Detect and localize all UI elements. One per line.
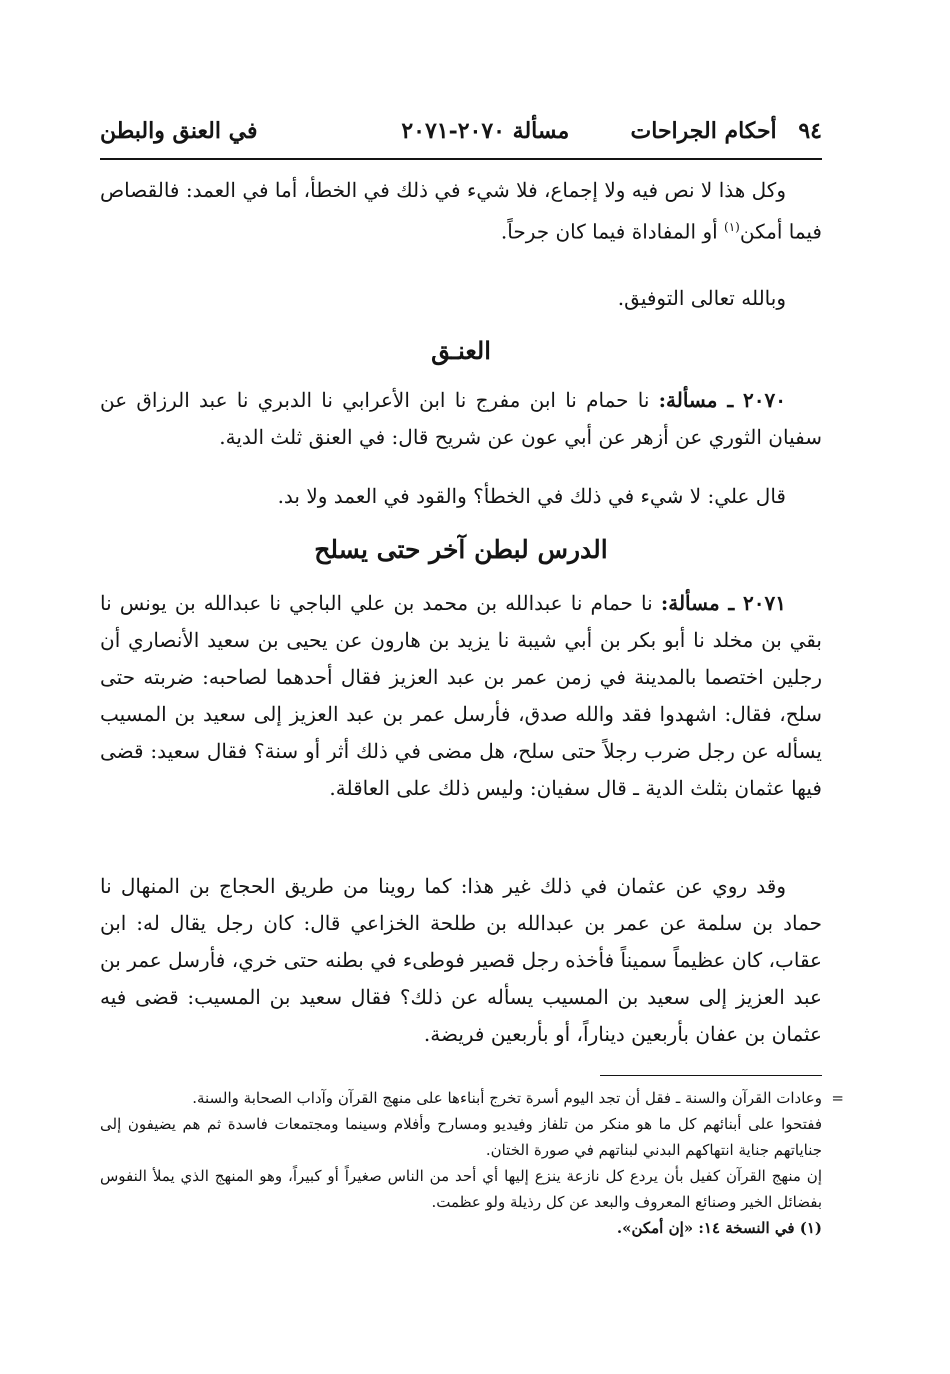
footnote-continued-2: ففتحوا على أبنائهم كل ما هو منكر من تلفاز وفيديو ومسارح وأفلام وسينما ومجتمعات فاسدة ثم هم يضيفون إلى جناياتهم جناية انتهاكهم البدني لبناتهم في صورة الختان. bbox=[100, 1115, 822, 1159]
paragraph-4: قال علي: لا شيء في ذلك في الخطأ؟ والقود في العمد ولا بد. bbox=[277, 484, 786, 508]
paragraph-6: وقد روي عن عثمان في ذلك غير هذا: كما روينا من طريق الحجاج بن المنهال نا حماد بن سلمة عن عمر بن عبدالله بن طلحة الخزاعي قال: كان رجل يقال له: ابن عقاب، كان عظيماً سميناً فأخذه رجل قصير فوطىء في بطنه حتى خري، فأرسل عمر بن عبد العزيز إلى سعيد بن المسيب يسأله عن ذلك؟ فقال سعيد بن المسيب: قضى فيه عثمان بن عفان بأربعين ديناراً، أو بأربعين فريضة. bbox=[100, 874, 822, 1046]
issue-2071-text: نا حمام نا عبدالله بن محمد بن علي الباجي نا عبدالله بن يونس نا بقي بن مخلد نا أبو بكر بن أبي شيبة نا يزيد بن هارون عن يحيى بن سعيد الأنصاري أن رجلين اختصما بالمدينة في زمن عمر بن عبد العزيز فقال أحدهما لصاحبه: ضربته حتى سلح، فقال: اشهدوا فقد والله صدق، فأرسل عمر بن عبد العزيز إلى سعيد بن المسيب يسأله عن رجل ضرب رجلاً حتى سلح، هل مضى في ذلك أثر أو سنة؟ فقال سعيد: قضى فيها عثمان بثلث الدية ـ قال سفيان: وليس ذلك على العاقلة. bbox=[100, 591, 822, 800]
heading-belly: الدرس لبطن آخر حتى يسلح bbox=[314, 535, 608, 564]
paragraph-issue-2070 bbox=[100, 382, 822, 456]
page-number: ٩٤ bbox=[798, 118, 822, 144]
paragraph-1-end: أو المفاداة فيما كان جرحاً. bbox=[500, 219, 725, 244]
footnote-ref-1: (١) bbox=[724, 220, 740, 234]
book-title: أحكام الجراحات bbox=[630, 118, 777, 144]
footnote-continued-1: وعادات القرآن والسنة ـ فقل أن تجد اليوم أسرة تخرج أبناءها على منهج القرآن وآداب الصحابة والسنة. bbox=[192, 1089, 822, 1107]
paragraph-issue-2071 bbox=[100, 585, 822, 807]
continuation-mark: = bbox=[831, 1089, 844, 1107]
issue-2070-text: نا حمام نا ابن مفرج نا ابن الأعرابي نا الدبري نا عبد الرزاق عن سفيان الثوري عن أزهر عن أبي عون عن شريح قال: في العنق ثلث الدية. bbox=[100, 388, 822, 449]
paragraph-2: وبالله تعالى التوفيق. bbox=[617, 286, 786, 310]
heading-neck: العنـق bbox=[431, 336, 491, 365]
issue-2071-lead: ٢٠٧١ ـ مسألة: bbox=[660, 591, 786, 615]
paragraph-1 bbox=[100, 172, 822, 251]
header-right bbox=[401, 118, 822, 144]
footnote-continued-3: إن منهج القرآن كفيل بأن يردع كل نازعة ينزع إليها أي أحد من الناس صغيراً أو كبيراً، وهو المنهج الذي يملأ النفوس بفضائل الخير وصنائع المعروف والبعد عن كل رذيلة ولو عظمت. bbox=[100, 1167, 822, 1211]
footnotes bbox=[100, 1085, 844, 1241]
issue-number: مسألة ٢٠٧٠-٢٠٧١ bbox=[401, 118, 570, 144]
footnote-1: (١) في النسخة ١٤: «إن أمكن». bbox=[616, 1219, 822, 1237]
issue-2070-lead: ٢٠٧٠ ـ مسألة: bbox=[658, 388, 786, 412]
paragraph-1-text: وكل هذا لا نص فيه ولا إجماع، فلا شيء في ذلك في الخطأ، أما في العمد: فالقصاص فيما أمكن bbox=[100, 178, 822, 244]
section-title: في العنق والبطن bbox=[100, 118, 258, 144]
footnote-divider bbox=[600, 1075, 822, 1076]
page-header bbox=[100, 118, 822, 160]
